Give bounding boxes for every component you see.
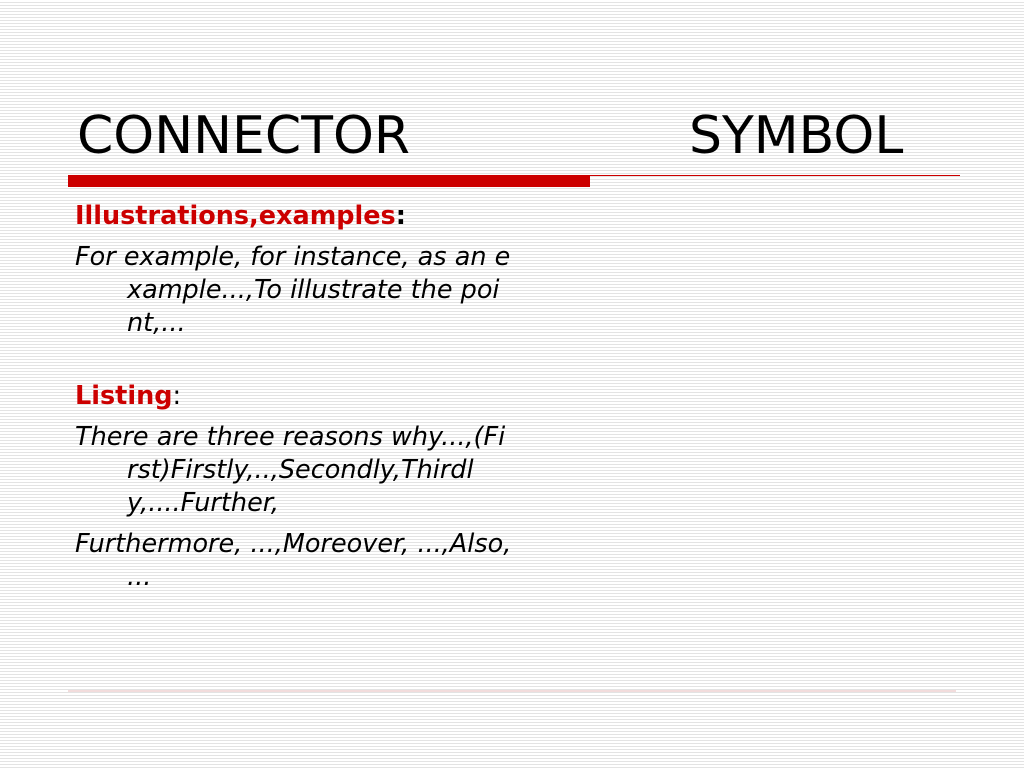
paragraph-illustrations-examples: For example, for instance, as an example...,To illustrate the point,... <box>75 242 511 338</box>
section-heading-listing <box>75 380 515 413</box>
slide-body <box>75 200 515 602</box>
section-heading-colon: : <box>395 201 406 231</box>
section-heading-label: Listing <box>75 381 173 411</box>
section-heading-label: Illustrations,examples <box>75 201 396 231</box>
title-underline-thick <box>68 175 590 187</box>
slide-title-connector: CONNECTOR <box>77 106 411 166</box>
footer-divider <box>68 690 956 692</box>
paragraph-listing-additions: Furthermore, ...,Moreover, ...,Also, ... <box>75 529 512 592</box>
section-heading-colon: : <box>172 381 182 411</box>
slide-title-symbol: SYMBOL <box>689 106 904 166</box>
section-heading-illustrations <box>75 200 515 233</box>
title-underline-thin <box>590 175 960 176</box>
paragraph-listing-reasons: There are three reasons why...,(First)Firstly,..,Secondly,Thirdly,....Further, <box>75 422 506 518</box>
section-spacer <box>75 348 515 380</box>
